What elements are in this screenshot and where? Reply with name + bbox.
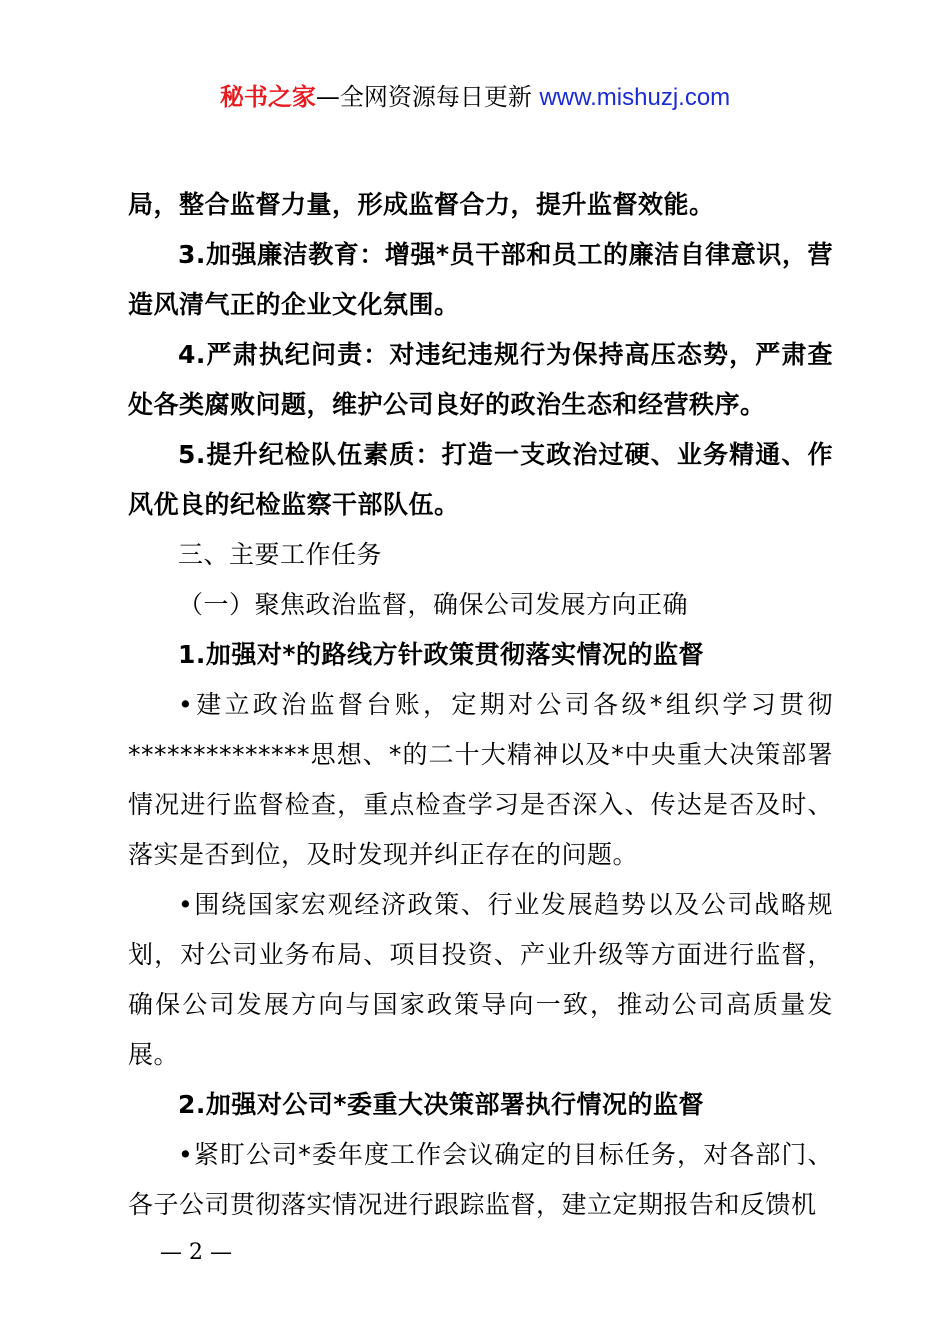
section-heading-3: 三、主要工作任务 — [178, 540, 383, 569]
bullet-paragraph-1: •建立政治监督台账，定期对公司各级*组织学习贯彻**************思想、*的二十大精神以及*中央重大决策部署情况进行监督检查，重点检查学习是否深入、传达是否及时、落实是否到位，及时发现并纠正存在的问题。 — [128, 690, 833, 869]
bullet-paragraph-2: •围绕国家宏观经济政策、行业发展趋势以及公司战略规划，对公司业务布局、项目投资、产业升级等方面进行监督，确保公司发展方向与国家政策导向一致，推动公司高质量发展。 — [128, 890, 833, 1069]
brand-name: 秘书之家 — [219, 83, 316, 111]
paragraph-continuation: 局，整合监督力量，形成监督合力，提升监督效能。 — [128, 190, 715, 219]
header-tagline: —全网资源每日更新 — [315, 83, 540, 111]
item-heading-1: 1.加强对*的路线方针政策贯彻落实情况的监督 — [178, 640, 704, 669]
subsection-heading-1: （一）聚焦政治监督，确保公司发展方向正确 — [178, 590, 689, 619]
paragraph-goal-5: 5.提升纪检队伍素质：打造一支政治过硬、业务精通、作风优良的纪检监察干部队伍。 — [128, 440, 833, 519]
page-number: — 2 — — [160, 1240, 232, 1265]
site-url-link[interactable]: www.mishuzj.com — [539, 84, 731, 111]
site-header — [0, 80, 950, 115]
bullet-paragraph-3: •紧盯公司*委年度工作会议确定的目标任务，对各部门、各子公司贯彻落实情况进行跟踪监督，建立定期报告和反馈机 — [128, 1140, 833, 1219]
document-body — [128, 180, 833, 1230]
paragraph-goal-3: 3.加强廉洁教育：增强*员干部和员工的廉洁自律意识，营造风清气正的企业文化氛围。 — [128, 240, 833, 319]
paragraph-goal-4: 4.严肃执纪问责：对违纪违规行为保持高压态势，严肃查处各类腐败问题，维护公司良好的政治生态和经营秩序。 — [128, 340, 833, 419]
item-heading-2: 2.加强对公司*委重大决策部署执行情况的监督 — [178, 1090, 704, 1119]
